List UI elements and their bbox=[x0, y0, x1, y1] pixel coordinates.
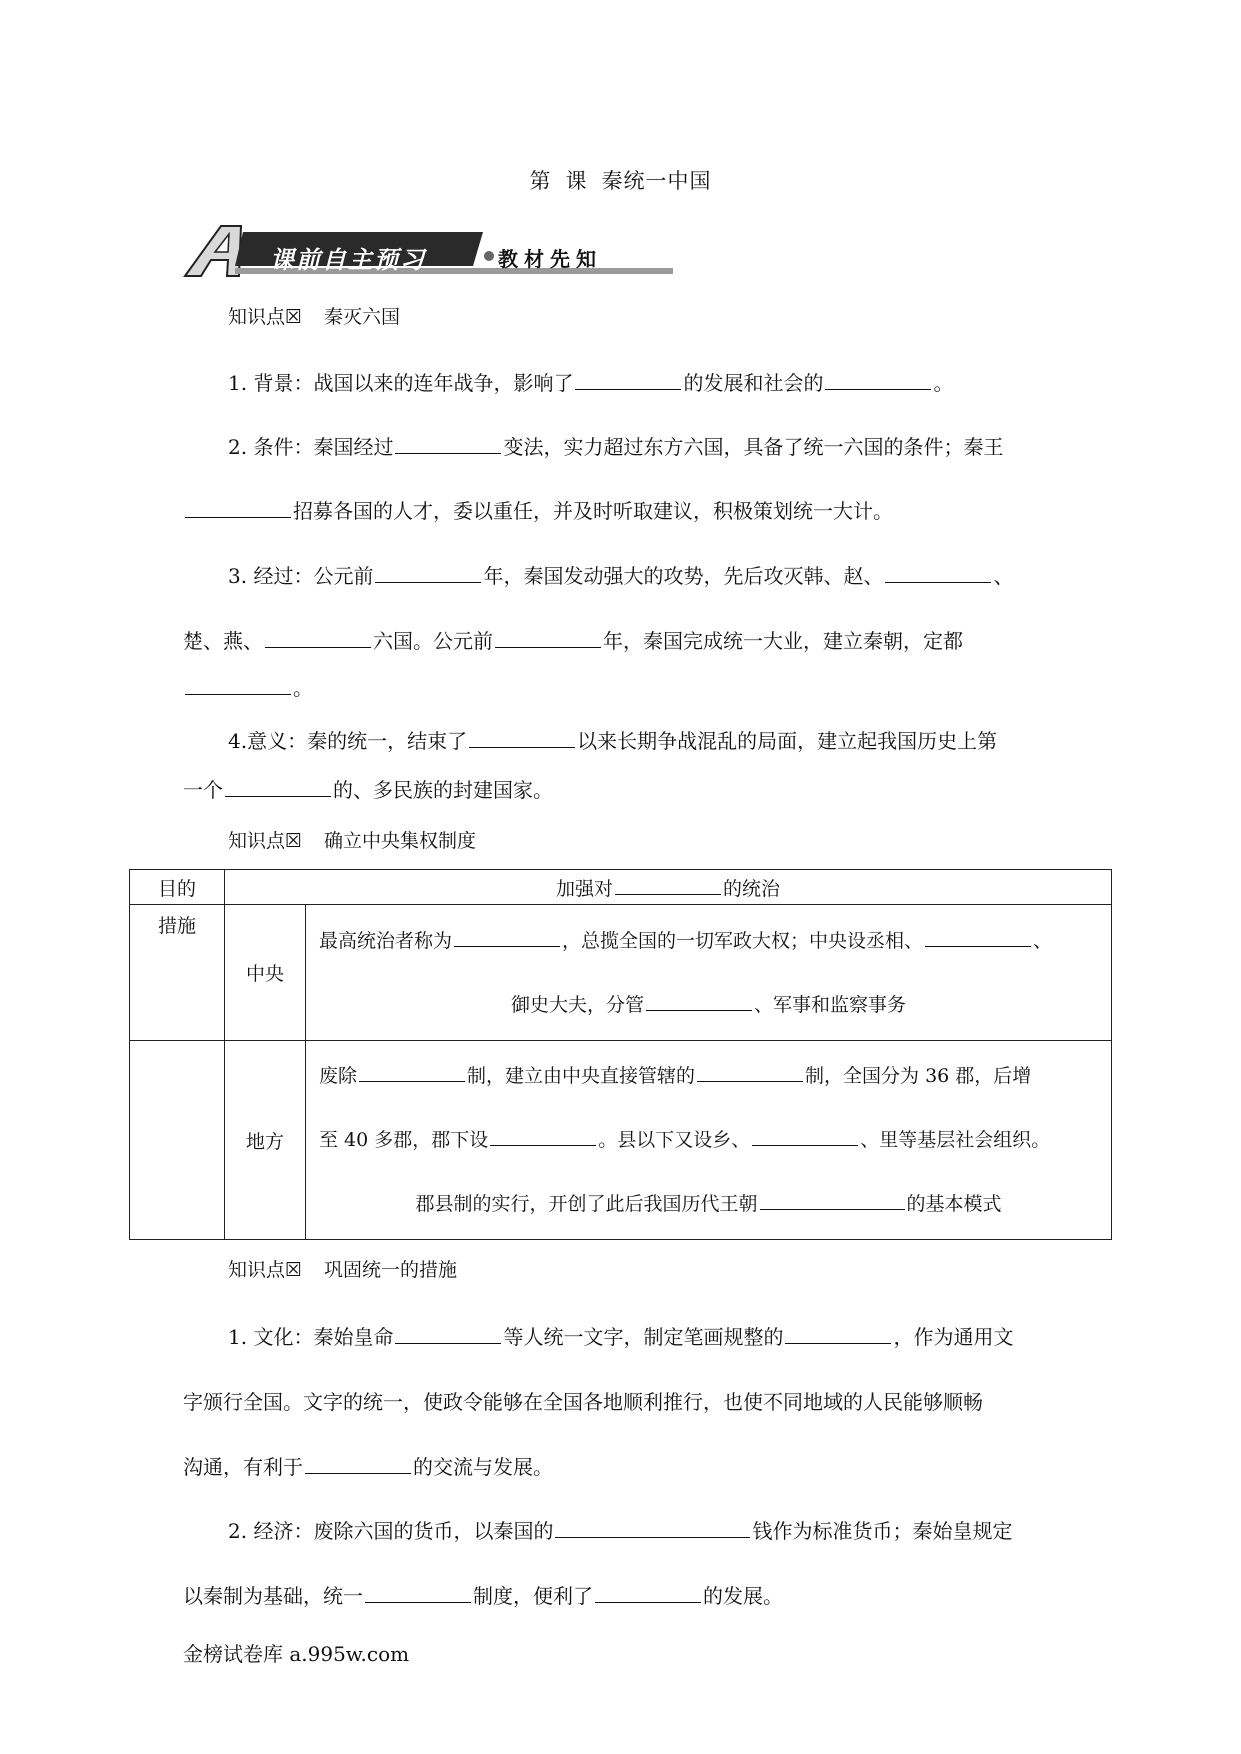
fill-blank[interactable] bbox=[375, 581, 481, 583]
s3-paragraph-1c: 沟通，有利于 的交流与发展。 bbox=[183, 1455, 553, 1479]
fill-blank[interactable] bbox=[395, 1342, 501, 1344]
section1-heading: 知识点☒ 秦灭六国 bbox=[228, 306, 401, 328]
banner-label: 课前自主预习 bbox=[270, 246, 426, 274]
local-label: 地方 bbox=[225, 1041, 306, 1240]
s1-paragraph-2: 2. 条件：秦国经过 变法，实力超过东方六国，具备了统一六国的条件；秦王 bbox=[228, 435, 1004, 459]
fill-blank[interactable] bbox=[595, 1601, 701, 1603]
local-content: 废除 制，建立由中央直接管辖的 制，全国分为 36 郡，后增 至 40 多郡，郡下设 。县以下又设乡、 、里等基层社会组织。 郡县制的实行，开创了此后我国历代王朝 的基本模式 bbox=[306, 1041, 1112, 1240]
s3-paragraph-2b: 以秦制为基础，统一 制度，便利了 的发展。 bbox=[183, 1584, 783, 1608]
s1-paragraph-3: 3. 经过：公元前 年，秦国发动强大的攻势，先后攻灭韩、赵、 、 bbox=[228, 564, 1014, 588]
purpose-content: 加强对 的统治 bbox=[225, 870, 1112, 905]
fill-blank[interactable] bbox=[760, 1208, 905, 1210]
fill-blank[interactable] bbox=[646, 1009, 752, 1011]
fill-blank[interactable] bbox=[490, 1144, 596, 1146]
footer-source: 金榜试卷库 a.995w.com bbox=[183, 1642, 410, 1666]
central-content: 最高统治者称为 ，总揽全国的一切军政大权；中央设丞相、 、 御史大夫，分管 、军事和监察事务 bbox=[306, 905, 1112, 1041]
central-label: 中央 bbox=[225, 905, 306, 1041]
banner-subtitle: 教材先知 bbox=[498, 247, 602, 271]
section3-heading: 知识点☒ 巩固统一的措施 bbox=[228, 1259, 458, 1281]
purpose-label: 目的 bbox=[130, 870, 225, 905]
s1-paragraph-1: 1. 背景：战国以来的连年战争，影响了 的发展和社会的 。 bbox=[228, 371, 954, 395]
fill-blank[interactable] bbox=[365, 1601, 471, 1603]
fill-blank[interactable] bbox=[305, 1472, 411, 1474]
s1-paragraph-4b: 一个 的、多民族的封建国家。 bbox=[183, 778, 553, 802]
fill-blank[interactable] bbox=[925, 945, 1031, 947]
fill-blank[interactable] bbox=[575, 388, 681, 390]
fill-blank[interactable] bbox=[752, 1144, 858, 1146]
s3-paragraph-2: 2. 经济：废除六国的货币，以秦国的 钱作为标准货币；秦始皇规定 bbox=[228, 1519, 1013, 1543]
fill-blank[interactable] bbox=[885, 581, 991, 583]
fill-blank[interactable] bbox=[469, 746, 575, 748]
fill-blank[interactable] bbox=[395, 452, 501, 454]
fill-blank[interactable] bbox=[785, 1342, 891, 1344]
fill-blank[interactable] bbox=[185, 693, 291, 695]
fill-blank[interactable] bbox=[495, 646, 601, 648]
fill-blank[interactable] bbox=[697, 1080, 803, 1082]
fill-blank[interactable] bbox=[225, 795, 331, 797]
fill-blank[interactable] bbox=[185, 516, 291, 518]
page-title: 第 课 秦统一中国 bbox=[529, 169, 712, 193]
s1-paragraph-4: 4.意义：秦的统一，结束了 以来长期争战混乱的局面，建立起我国历史上第 bbox=[228, 729, 998, 753]
measures-empty-cell bbox=[130, 1041, 225, 1240]
section2-heading: 知识点☒ 确立中央集权制度 bbox=[228, 830, 477, 852]
s1-paragraph-3c: 。 bbox=[183, 672, 1063, 701]
letter-A-logo-icon bbox=[185, 226, 241, 276]
s3-paragraph-1: 1. 文化：秦始皇命 等人统一文字，制定笔画规整的 ，作为通用文 bbox=[228, 1325, 1014, 1349]
measures-label: 措施 bbox=[130, 905, 225, 1041]
central-system-table bbox=[129, 869, 1112, 1240]
s1-paragraph-2b: 招募各国的人才，委以重任，并及时听取建议，积极策划统一大计。 bbox=[183, 495, 1063, 524]
s3-paragraph-1b: 字颁行全国。文字的统一，使政令能够在全国各地顺利推行，也使不同地域的人民能够顺畅 bbox=[183, 1390, 983, 1414]
s1-paragraph-3b: 楚、燕、 六国。公元前 年，秦国完成统一大业，建立秦朝，定都 bbox=[183, 629, 963, 653]
fill-blank[interactable] bbox=[555, 1536, 750, 1538]
fill-blank[interactable] bbox=[265, 646, 371, 648]
bullet-dot-icon bbox=[484, 251, 494, 261]
fill-blank[interactable] bbox=[615, 893, 721, 895]
fill-blank[interactable] bbox=[825, 388, 931, 390]
fill-blank[interactable] bbox=[359, 1080, 465, 1082]
fill-blank[interactable] bbox=[454, 945, 560, 947]
